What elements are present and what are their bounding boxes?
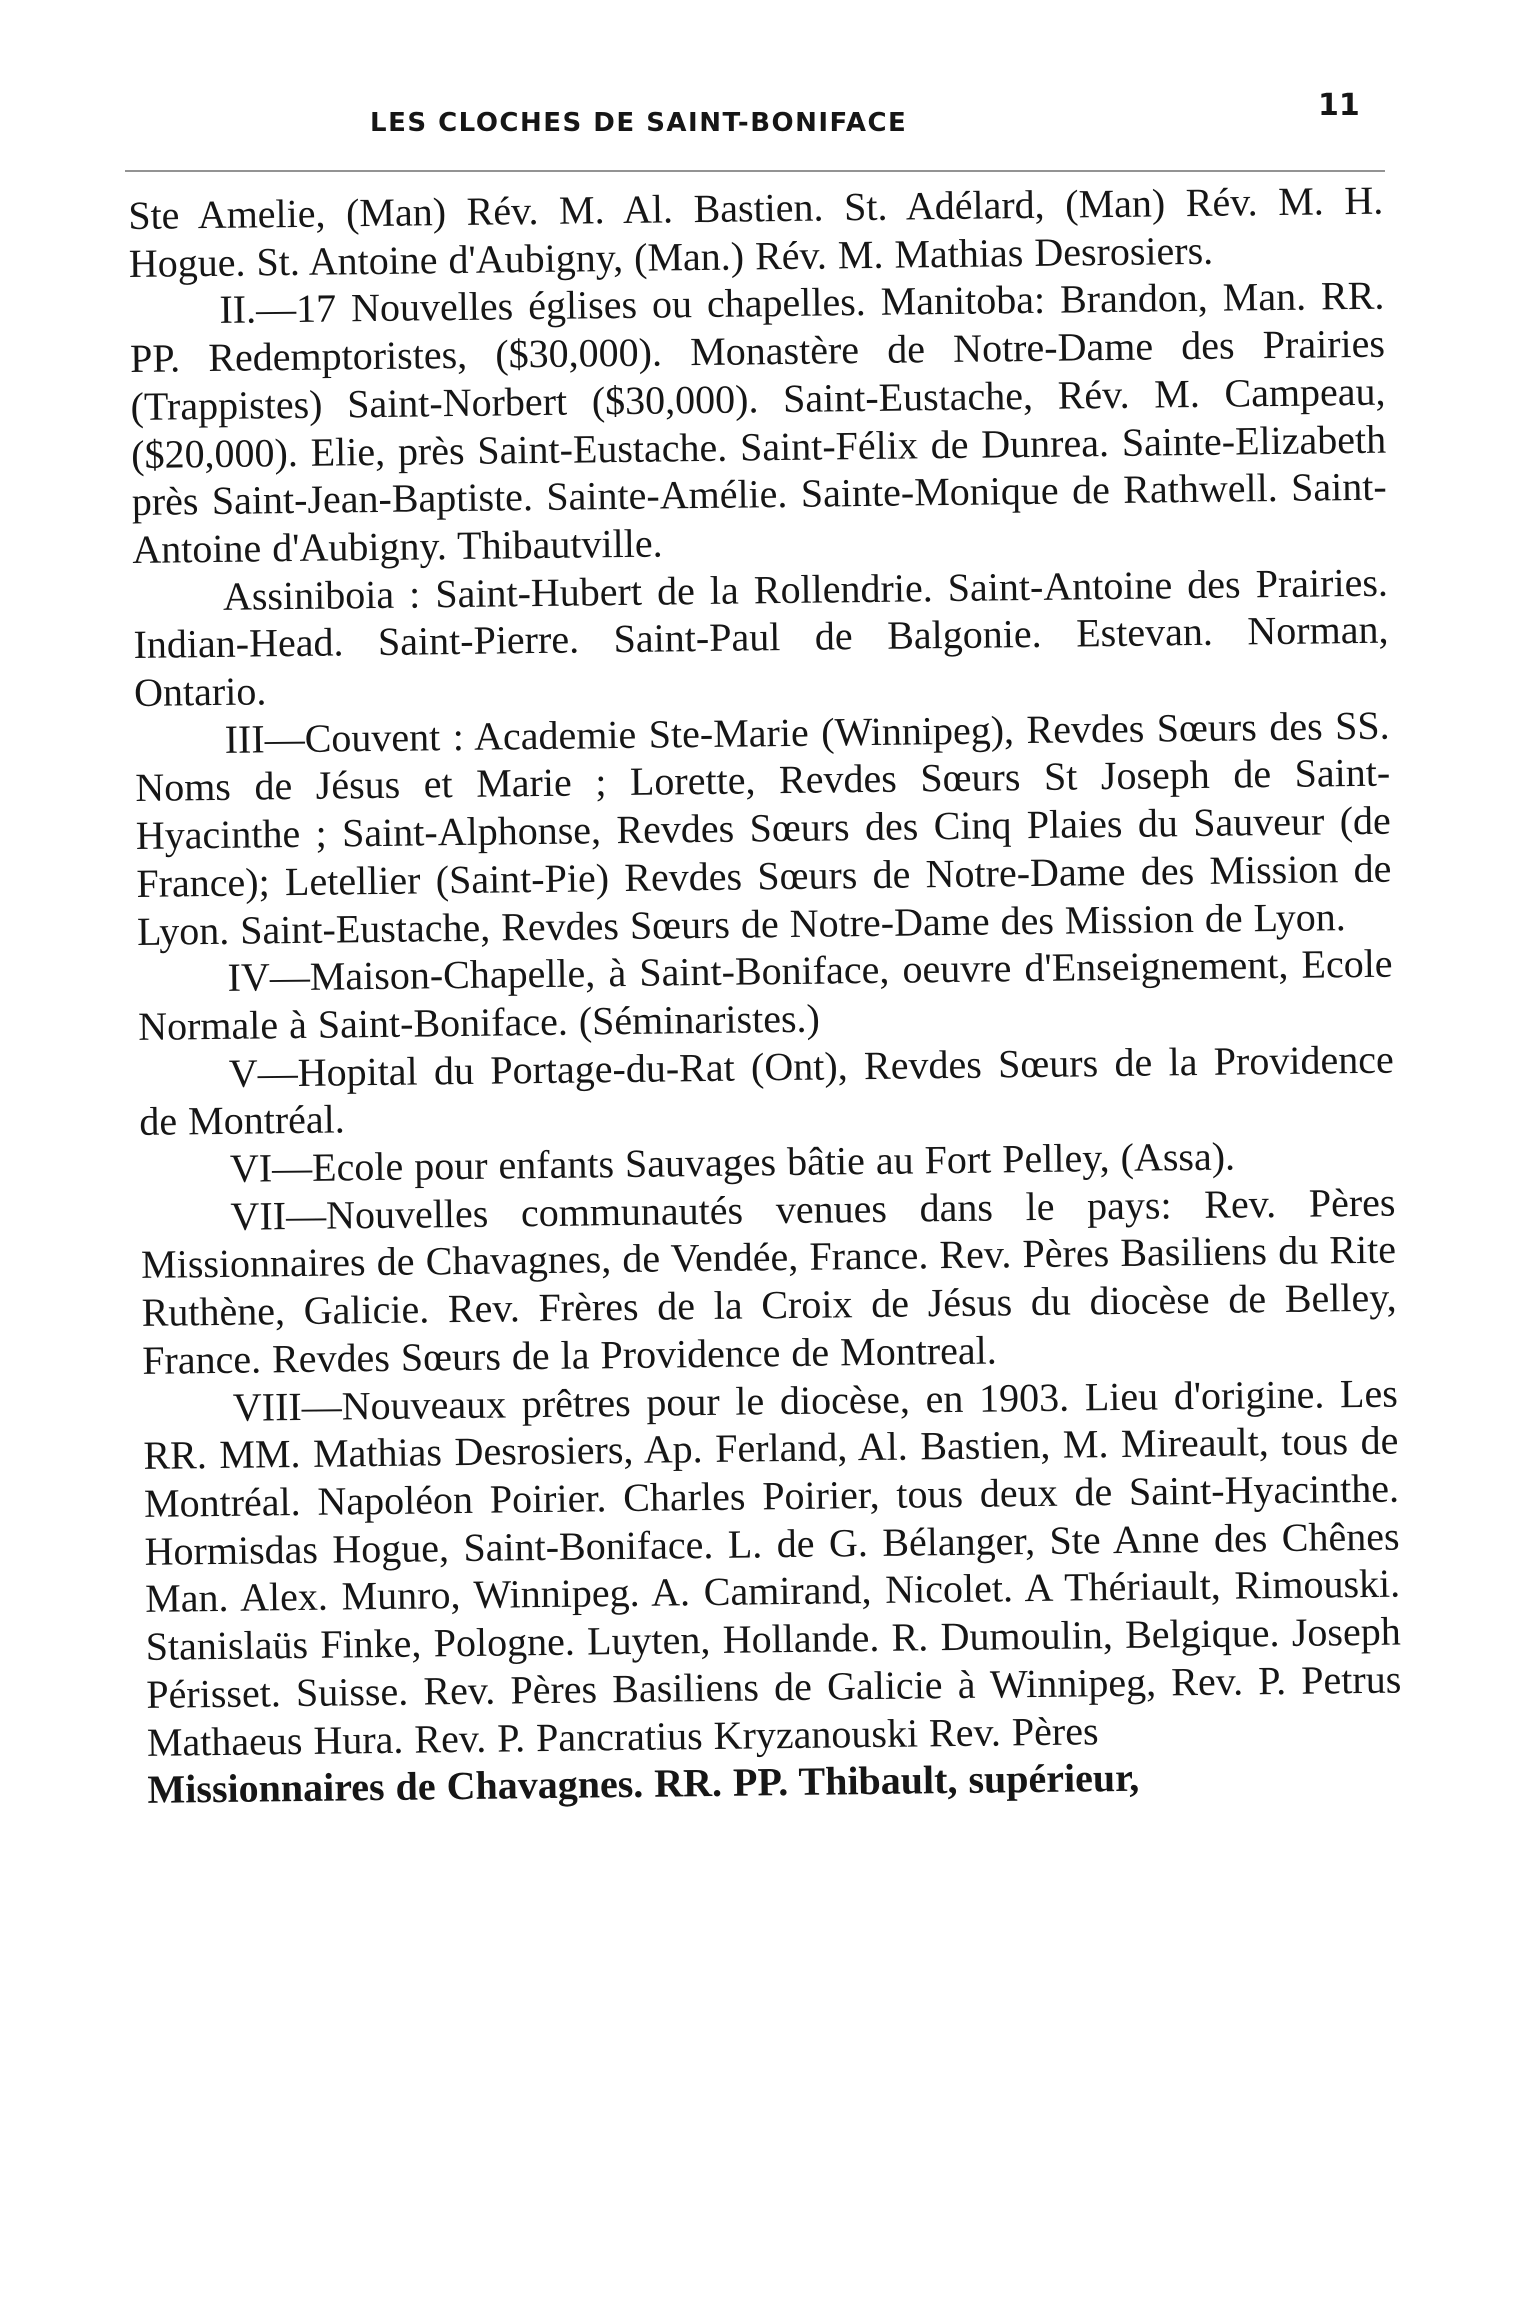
paragraph-ste-amelie: Ste Amelie, (Man) Rév. M. Al. Bastien. St. Adélard, (Man) Rév. M. H. Hogue. St. Antoine d'Aubigny, (Man.) Rév. M. Mathias Desrosiers. xyxy=(128,177,1384,286)
page-number: 11 xyxy=(1318,88,1360,123)
header-rule xyxy=(125,170,1385,172)
paragraph-hopital: V—Hopital du Portage-du-Rat (Ont), Revdes Sœurs de la Providence de Montréal. xyxy=(139,1036,1394,1145)
paragraph-maison-chapelle: IV—Maison-Chapelle, à Saint-Boniface, oeuvre d'Enseignement, Ecole Normale à Saint-Boniface. (Séminaristes.) xyxy=(137,940,1393,1049)
paragraph-nouvelles-eglises: II.—17 Nouvelles églises ou chapelles. Manitoba: Brandon, Man. RR. PP. Redemptoristes, ($30,000). Monastère de Notre-Dame des Prairies (Trappistes) Saint-Norbert ($30,000). Saint-Eustache, Rév. M. Campeau, ($20,000). Elie, près Saint-Eustache. Saint-Félix de Dunrea. Sainte-Elizabeth près Saint-Jean-Baptiste. Sainte-Amélie. Sainte-Monique de Rathwell. Saint-Antoine d'Aubigny. Thibautville. xyxy=(129,273,1387,572)
running-title: LES CLOCHES DE SAINT-BONIFACE xyxy=(370,108,908,138)
paragraph-nouveaux-pretres: VIII—Nouveaux prêtres pour le diocèse, en 1903. Lieu d'origine. Les RR. MM. Mathias Desrosiers, Ap. Ferland, Al. Bastien, M. Mireault, tous de Montréal. Napoléon Poirier. Charles Poirier, tous deux de Saint-Hyacinthe. Hormisdas Hogue, Saint-Boniface. L. de G. Bélanger, Ste Anne des Chênes Man. Alex. Munro, Winnipeg. A. Camirand, Nicolet. A Thériault, Rimouski. Stanislaüs Finke, Pologne. Luyten, Hollande. R. Dumoulin, Belgique. Joseph Périsset. Suisse. Rev. Pères Basiliens de Galicie à Winnipeg, Rev. P. Petrus Mathaeus Hura. Rev. P. Pancratius Kryzanouski Rev. Pères xyxy=(143,1370,1402,1765)
paragraph-final-line: Missionnaires de Chavagnes. RR. PP. Thibault, supérieur, xyxy=(147,1754,1140,1813)
paragraph-couvent: III—Couvent : Academie Ste-Marie (Winnipeg), Revdes Sœurs des SS. Noms de Jésus et Marie ; Lorette, Revdes Sœurs St Joseph de Saint-Hyacinthe ; Saint-Alphonse, Revdes Sœurs des Cinq Plaies du Sauveur (de France); Letellier (Saint-Pie) Revdes Sœurs de Notre-Dame des Mission de Lyon. Saint-Eustache, Revdes Sœurs de Notre-Dame des Mission de Lyon. xyxy=(135,702,1392,954)
paragraph-assiniboia: Assiniboia : Saint-Hubert de la Rollendrie. Saint-Antoine des Prairies. Indian-Head. Saint-Pierre. Saint-Paul de Balgonie. Estevan. Norman, Ontario. xyxy=(133,559,1389,715)
paragraph-nouvelles-communautes: VII—Nouvelles communautés venues dans le pays: Rev. Pères Missionnaires de Chavagnes, de Vendée, France. Rev. Pères Basiliens du Rite Ruthène, Galicie. Rev. Frères de la Croix de Jésus du diocèse de Belley, France. Revdes Sœurs de la Providence de Montreal. xyxy=(140,1179,1397,1383)
page-body xyxy=(128,177,1403,1814)
paragraph-ecole-sauvages: VI—Ecole pour enfants Sauvages bâtie au Fort Pelley, (Assa). xyxy=(229,1133,1236,1191)
